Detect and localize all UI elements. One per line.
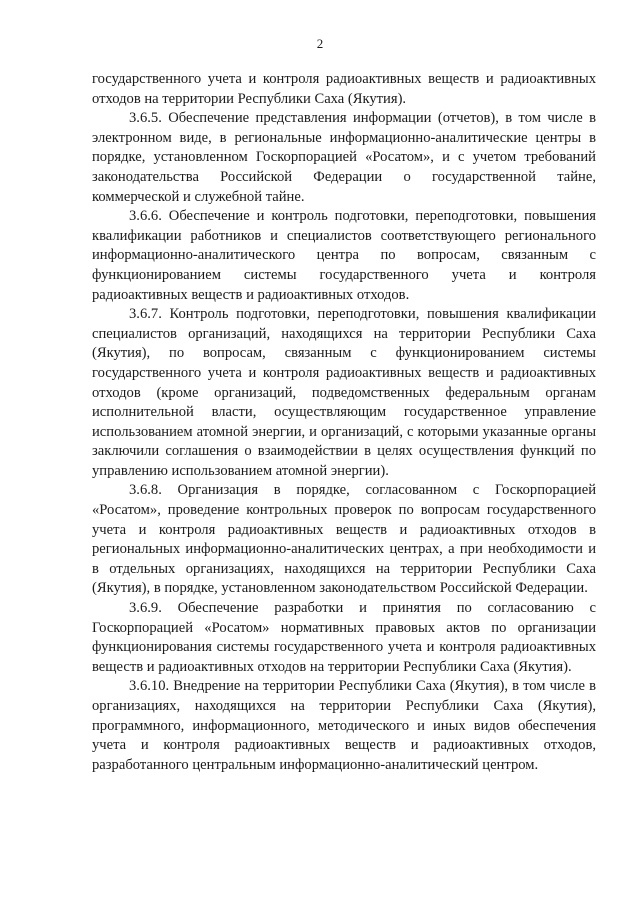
paragraph-3-6-9: 3.6.9. Обеспечение разработки и принятия по согласованию с Госкорпорацией «Росатом» нормативных правовых актов по организации функционирования системы государственного учета и контроля радиоактивных веществ и радиоактивных отходов на территории Республики Саха (Якутия). xyxy=(92,600,596,675)
paragraph-continuation: государственного учета и контроля радиоактивных веществ и радиоактивных отходов на территории Республики Саха (Якутия). xyxy=(92,71,596,107)
paragraph-3-6-10: 3.6.10. Внедрение на территории Республики Саха (Якутия), в том числе в организациях, находящихся на территории Республики Саха (Якутия), программного, информационного, методического и иных видов обеспечения учета и контроля радиоактивных веществ и радиоактивных отходов, разработанного центральным информационно-аналитический центром. xyxy=(92,678,596,773)
paragraph-3-6-8: 3.6.8. Организация в порядке, согласованном с Госкорпорацией «Росатом», проведение контрольных проверок по вопросам государственного учета и контроля радиоактивных веществ и радиоактивных отходов в региональных информационно-аналитических центрах, а при необходимости и в отдельных организациях, находящихся на территории Республики Саха (Якутия), в порядке, установленном законодательством Российской Федерации. xyxy=(92,482,596,597)
page-number: 2 xyxy=(316,36,324,51)
document-body xyxy=(92,70,596,775)
paragraph-3-6-5: 3.6.5. Обеспечение представления информации (отчетов), в том числе в электронном виде, в региональные информационно-аналитические центры в порядке, установленном Госкорпорацией «Росатом», и с учетом требований законодательства Российской Федерации о государственной тайне, коммерческой и служебной тайне. xyxy=(92,110,596,205)
paragraph-3-6-6: 3.6.6. Обеспечение и контроль подготовки, переподготовки, повышения квалификации работников и специалистов соответствующего регионального информационно-аналитического центра по вопросам, связанным с функционированием системы государственного учета и контроля радиоактивных веществ и радиоактивных отходов. xyxy=(92,208,596,303)
paragraph-3-6-7: 3.6.7. Контроль подготовки, переподготовки, повышения квалификации специалистов организаций, находящихся на территории Республики Саха (Якутия), по вопросам, связанным с функционированием системы государственного учета и контроля радиоактивных веществ и радиоактивных отходов (кроме организаций, подведомственных федеральным органам исполнительной власти, осуществляющим государственное управление использованием атомной энергии, и организаций, с которыми указанные органы заключили соглашения о взаимодействии в целях осуществления функций по управлению использованием атомной энергии). xyxy=(92,306,596,479)
